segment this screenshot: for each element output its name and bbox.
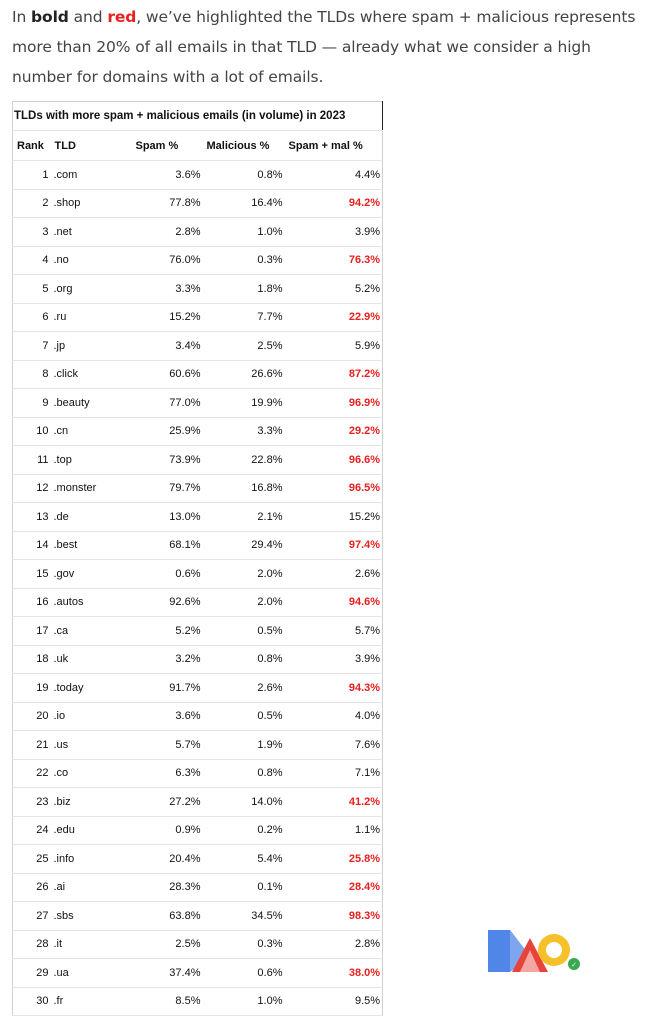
spam-percent-cell: 0.9%: [132, 816, 203, 845]
rank-cell: 10: [13, 417, 51, 446]
spam-percent-cell: 63.8%: [132, 902, 203, 931]
spam-mal-percent-cell: 25.8%: [285, 845, 383, 874]
rank-cell: 17: [13, 617, 51, 646]
table-row: [13, 902, 383, 931]
tld-cell: .sbs: [51, 902, 132, 931]
rank-cell: 26: [13, 873, 51, 902]
spam-percent-cell: 8.5%: [132, 987, 203, 1016]
spam-mal-percent-cell: 94.6%: [285, 588, 383, 617]
spam-mal-percent-cell: 94.2%: [285, 189, 383, 218]
table-header-row: [13, 131, 383, 161]
malicious-percent-cell: 3.3%: [203, 417, 285, 446]
spam-mal-percent-cell: 94.3%: [285, 674, 383, 703]
malicious-percent-cell: 0.8%: [203, 161, 285, 190]
table-row: [13, 731, 383, 760]
spam-percent-cell: 3.4%: [132, 332, 203, 361]
spam-percent-cell: 13.0%: [132, 503, 203, 532]
table-row: [13, 560, 383, 589]
spam-mal-percent-cell: 7.6%: [285, 731, 383, 760]
spam-percent-cell: 28.3%: [132, 873, 203, 902]
rank-cell: 7: [13, 332, 51, 361]
rank-cell: 12: [13, 474, 51, 503]
tld-cell: .today: [51, 674, 132, 703]
spam-percent-cell: 73.9%: [132, 446, 203, 475]
malicious-percent-cell: 0.2%: [203, 816, 285, 845]
rank-cell: 25: [13, 845, 51, 874]
column-header-tld: TLD: [51, 131, 132, 161]
malicious-percent-cell: 1.8%: [203, 275, 285, 304]
tld-cell: .co: [51, 759, 132, 788]
spam-percent-cell: 91.7%: [132, 674, 203, 703]
table-row: [13, 218, 383, 247]
table-row: [13, 788, 383, 817]
tld-cell: .org: [51, 275, 132, 304]
malicious-percent-cell: 2.0%: [203, 588, 285, 617]
spam-percent-cell: 2.8%: [132, 218, 203, 247]
spam-mal-percent-cell: 15.2%: [285, 503, 383, 532]
rank-cell: 30: [13, 987, 51, 1016]
intro-red-word: red: [107, 8, 137, 26]
tld-cell: .de: [51, 503, 132, 532]
table-row: [13, 332, 383, 361]
table-row: [13, 674, 383, 703]
spam-mal-percent-cell: 97.4%: [285, 531, 383, 560]
tld-cell: .us: [51, 731, 132, 760]
rank-cell: 20: [13, 702, 51, 731]
tld-cell: .com: [51, 161, 132, 190]
table-row: [13, 503, 383, 532]
table-row: [13, 246, 383, 275]
table-body: [13, 161, 383, 1016]
table-row: [13, 959, 383, 988]
spam-mal-percent-cell: 5.7%: [285, 617, 383, 646]
spam-mal-percent-cell: 3.9%: [285, 645, 383, 674]
spam-percent-cell: 3.6%: [132, 702, 203, 731]
malicious-percent-cell: 0.3%: [203, 930, 285, 959]
tld-cell: .beauty: [51, 389, 132, 418]
spam-mal-percent-cell: 4.4%: [285, 161, 383, 190]
table-row: [13, 389, 383, 418]
malicious-percent-cell: 1.0%: [203, 218, 285, 247]
tld-cell: .ca: [51, 617, 132, 646]
spam-percent-cell: 15.2%: [132, 303, 203, 332]
table-row: [13, 446, 383, 475]
malicious-percent-cell: 16.8%: [203, 474, 285, 503]
table-caption: TLDs with more spam + malicious emails (in volume) in 2023: [13, 102, 383, 131]
spam-mal-percent-cell: 98.3%: [285, 902, 383, 931]
spam-mal-percent-cell: 2.8%: [285, 930, 383, 959]
spam-percent-cell: 2.5%: [132, 930, 203, 959]
tld-cell: .ru: [51, 303, 132, 332]
rank-cell: 2: [13, 189, 51, 218]
tld-cell: .biz: [51, 788, 132, 817]
spam-percent-cell: 6.3%: [132, 759, 203, 788]
malicious-percent-cell: 0.5%: [203, 617, 285, 646]
rank-cell: 15: [13, 560, 51, 589]
malicious-percent-cell: 22.8%: [203, 446, 285, 475]
malicious-percent-cell: 29.4%: [203, 531, 285, 560]
spam-mal-percent-cell: 96.6%: [285, 446, 383, 475]
malicious-percent-cell: 14.0%: [203, 788, 285, 817]
table-row: [13, 617, 383, 646]
table-row: [13, 987, 383, 1016]
column-header-spam: Spam %: [132, 131, 203, 161]
spam-mal-percent-cell: 38.0%: [285, 959, 383, 988]
tld-cell: .ai: [51, 873, 132, 902]
malicious-percent-cell: 26.6%: [203, 360, 285, 389]
column-header-rank: Rank: [13, 131, 51, 161]
table-row: [13, 417, 383, 446]
tld-cell: .io: [51, 702, 132, 731]
malicious-percent-cell: 0.1%: [203, 873, 285, 902]
intro-bold-word: bold: [31, 8, 69, 26]
svg-text:✓: ✓: [571, 962, 577, 969]
spam-mal-percent-cell: 5.2%: [285, 275, 383, 304]
spam-mal-percent-cell: 29.2%: [285, 417, 383, 446]
spam-mal-percent-cell: 87.2%: [285, 360, 383, 389]
table-row: [13, 588, 383, 617]
rank-cell: 18: [13, 645, 51, 674]
rank-cell: 6: [13, 303, 51, 332]
table-row: [13, 845, 383, 874]
spam-percent-cell: 79.7%: [132, 474, 203, 503]
rank-cell: 4: [13, 246, 51, 275]
table-row: [13, 531, 383, 560]
spam-percent-cell: 5.7%: [132, 731, 203, 760]
table-row: [13, 360, 383, 389]
rank-cell: 27: [13, 902, 51, 931]
rank-cell: 11: [13, 446, 51, 475]
spam-percent-cell: 60.6%: [132, 360, 203, 389]
spam-mal-percent-cell: 3.9%: [285, 218, 383, 247]
rank-cell: 5: [13, 275, 51, 304]
malicious-percent-cell: 34.5%: [203, 902, 285, 931]
spam-mal-percent-cell: 96.9%: [285, 389, 383, 418]
intro-text-3: , we’ve highlighted the TLDs where spam + malicious represents more than 20% of all emails in that TLD — already what we consider a high number for domains with a lot of emails.: [12, 8, 636, 86]
column-header-malicious: Malicious %: [203, 131, 285, 161]
tld-cell: .jp: [51, 332, 132, 361]
spam-percent-cell: 25.9%: [132, 417, 203, 446]
table-row: [13, 189, 383, 218]
malicious-percent-cell: 19.9%: [203, 389, 285, 418]
spam-mal-percent-cell: 1.1%: [285, 816, 383, 845]
tld-cell: .shop: [51, 189, 132, 218]
rank-cell: 22: [13, 759, 51, 788]
rank-cell: 8: [13, 360, 51, 389]
malicious-percent-cell: 0.8%: [203, 645, 285, 674]
spam-percent-cell: 5.2%: [132, 617, 203, 646]
malicious-percent-cell: 0.5%: [203, 702, 285, 731]
spam-percent-cell: 68.1%: [132, 531, 203, 560]
rank-cell: 1: [13, 161, 51, 190]
tld-cell: .autos: [51, 588, 132, 617]
spam-mal-percent-cell: 5.9%: [285, 332, 383, 361]
malicious-percent-cell: 16.4%: [203, 189, 285, 218]
column-header-spam-mal: Spam + mal %: [285, 131, 383, 161]
table-row: [13, 702, 383, 731]
intro-text-1: In: [12, 8, 32, 26]
spam-mal-percent-cell: 2.6%: [285, 560, 383, 589]
rank-cell: 14: [13, 531, 51, 560]
brand-logo-icon: [486, 928, 582, 974]
tld-cell: .click: [51, 360, 132, 389]
table-row: [13, 645, 383, 674]
malicious-percent-cell: 1.9%: [203, 731, 285, 760]
spam-mal-percent-cell: 41.2%: [285, 788, 383, 817]
tld-cell: .top: [51, 446, 132, 475]
spam-percent-cell: 3.2%: [132, 645, 203, 674]
table-caption-row: [13, 102, 383, 131]
table-row: [13, 930, 383, 959]
spam-percent-cell: 0.6%: [132, 560, 203, 589]
rank-cell: 3: [13, 218, 51, 247]
table-row: [13, 474, 383, 503]
tld-cell: .it: [51, 930, 132, 959]
rank-cell: 29: [13, 959, 51, 988]
tld-cell: .monster: [51, 474, 132, 503]
tld-cell: .best: [51, 531, 132, 560]
spam-percent-cell: 37.4%: [132, 959, 203, 988]
malicious-percent-cell: 2.0%: [203, 560, 285, 589]
table-row: [13, 161, 383, 190]
malicious-percent-cell: 5.4%: [203, 845, 285, 874]
table-row: [13, 759, 383, 788]
rank-cell: 13: [13, 503, 51, 532]
table-row: [13, 816, 383, 845]
malicious-percent-cell: 0.8%: [203, 759, 285, 788]
tld-cell: .fr: [51, 987, 132, 1016]
malicious-percent-cell: 1.0%: [203, 987, 285, 1016]
rank-cell: 19: [13, 674, 51, 703]
table-row: [13, 873, 383, 902]
intro-text-2: and: [68, 8, 108, 26]
rank-cell: 9: [13, 389, 51, 418]
tld-cell: .ua: [51, 959, 132, 988]
tld-cell: .edu: [51, 816, 132, 845]
rank-cell: 23: [13, 788, 51, 817]
spam-mal-percent-cell: 96.5%: [285, 474, 383, 503]
spam-mal-percent-cell: 28.4%: [285, 873, 383, 902]
spam-mal-percent-cell: 22.9%: [285, 303, 383, 332]
tld-cell: .cn: [51, 417, 132, 446]
tld-cell: .gov: [51, 560, 132, 589]
malicious-percent-cell: 2.1%: [203, 503, 285, 532]
malicious-percent-cell: 2.5%: [203, 332, 285, 361]
spam-percent-cell: 20.4%: [132, 845, 203, 874]
spam-percent-cell: 76.0%: [132, 246, 203, 275]
tld-spam-table: [12, 101, 383, 1016]
tld-cell: .net: [51, 218, 132, 247]
malicious-percent-cell: 2.6%: [203, 674, 285, 703]
spam-mal-percent-cell: 4.0%: [285, 702, 383, 731]
spam-mal-percent-cell: 7.1%: [285, 759, 383, 788]
spam-mal-percent-cell: 9.5%: [285, 987, 383, 1016]
tld-cell: .info: [51, 845, 132, 874]
rank-cell: 28: [13, 930, 51, 959]
table-row: [13, 275, 383, 304]
malicious-percent-cell: 7.7%: [203, 303, 285, 332]
malicious-percent-cell: 0.6%: [203, 959, 285, 988]
malicious-percent-cell: 0.3%: [203, 246, 285, 275]
tld-cell: .no: [51, 246, 132, 275]
spam-percent-cell: 27.2%: [132, 788, 203, 817]
rank-cell: 24: [13, 816, 51, 845]
spam-mal-percent-cell: 76.3%: [285, 246, 383, 275]
table-row: [13, 303, 383, 332]
spam-percent-cell: 77.8%: [132, 189, 203, 218]
spam-percent-cell: 3.6%: [132, 161, 203, 190]
spam-percent-cell: 3.3%: [132, 275, 203, 304]
rank-cell: 16: [13, 588, 51, 617]
spam-percent-cell: 92.6%: [132, 588, 203, 617]
spam-percent-cell: 77.0%: [132, 389, 203, 418]
rank-cell: 21: [13, 731, 51, 760]
tld-cell: .uk: [51, 645, 132, 674]
intro-paragraph: [12, 2, 648, 92]
